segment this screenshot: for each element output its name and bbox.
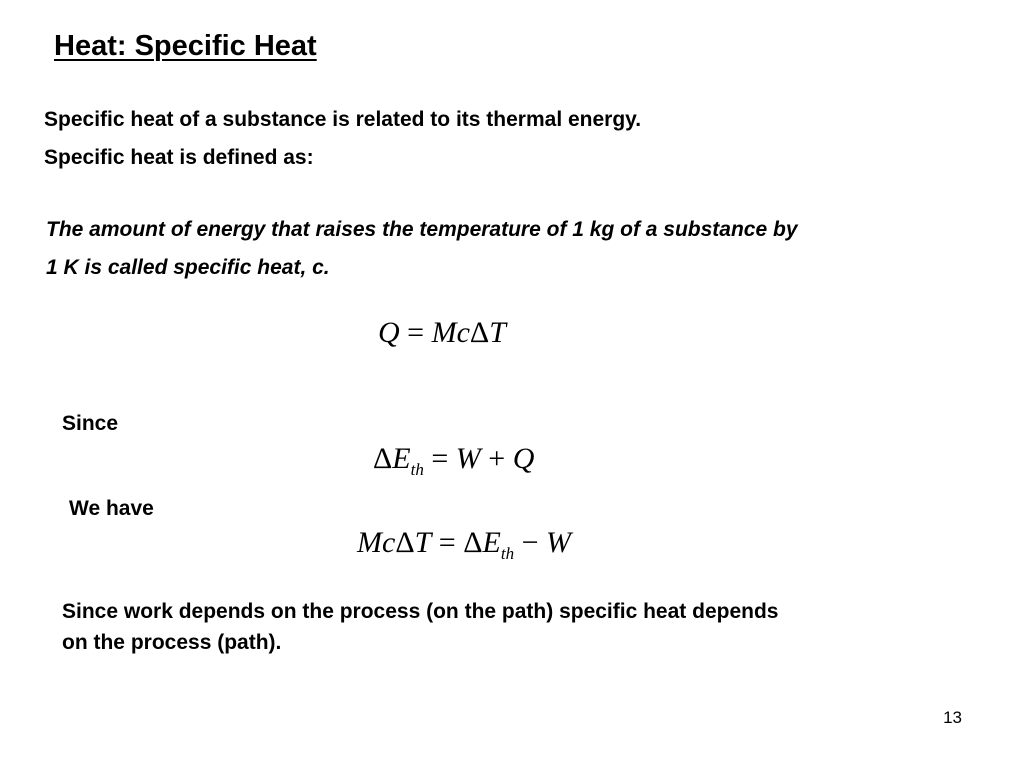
- eq1-mc: Mc: [431, 316, 470, 349]
- eq2-delta: Δ: [373, 442, 393, 475]
- definition-line-2: 1 K is called specific heat, c.: [46, 256, 330, 279]
- intro-line-1: Specific heat of a substance is related to its thermal energy.: [44, 108, 642, 131]
- eq3-w: W: [546, 526, 571, 559]
- equation-energy: [373, 442, 535, 479]
- eq2-equals: =: [423, 442, 456, 475]
- eq3-e: E: [482, 526, 501, 559]
- conclusion-line-2: on the process (path).: [62, 631, 282, 654]
- intro-line-2: Specific heat is defined as:: [44, 146, 314, 169]
- definition-line-1: The amount of energy that raises the temperature of 1 kg of a substance by: [46, 218, 798, 241]
- eq2-q: Q: [512, 442, 535, 475]
- eq3-equals: =: [431, 526, 464, 559]
- eq2-subscript: th: [410, 460, 424, 479]
- eq3-subscript: th: [500, 544, 515, 563]
- eq2-w: W: [455, 442, 481, 475]
- eq3-t: T: [414, 526, 432, 559]
- eq1-t: T: [489, 316, 506, 349]
- slide-title: Heat: Specific Heat: [54, 30, 317, 62]
- conclusion-line-1: Since work depends on the process (on the path) specific heat depends: [62, 600, 779, 623]
- eq3-delta-1: Δ: [395, 526, 415, 559]
- equation-result: [357, 526, 571, 563]
- page-number: 13: [943, 708, 962, 727]
- since-label: Since: [62, 412, 119, 435]
- eq1-lhs: Q: [378, 316, 400, 349]
- eq1-delta: Δ: [469, 316, 490, 349]
- eq3-mc: Mc: [357, 526, 396, 559]
- we-have-label: We have: [69, 497, 154, 520]
- eq2-e: E: [392, 442, 411, 475]
- eq2-plus: +: [480, 442, 513, 475]
- equation-heat: [378, 316, 506, 350]
- eq1-equals: =: [399, 316, 432, 349]
- eq3-delta-2: Δ: [463, 526, 483, 559]
- eq3-minus: −: [514, 526, 546, 559]
